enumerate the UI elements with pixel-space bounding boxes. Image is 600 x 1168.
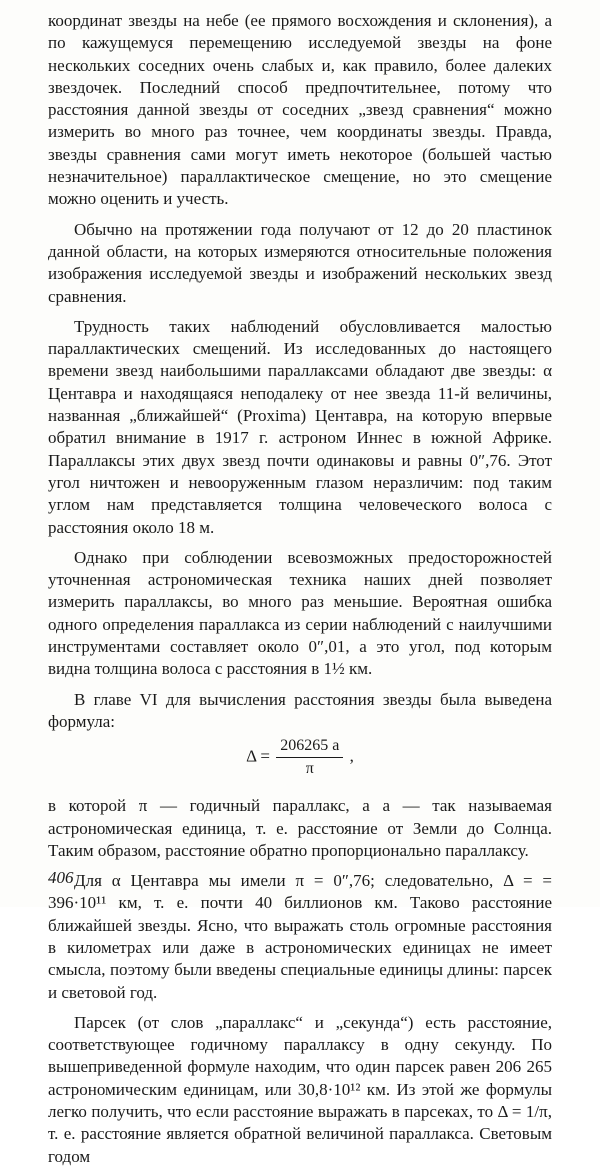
- paragraph-4: Однако при соблюдении всевозможных предосторожностей уточненная астрономическая техника наших дней позволяет измерить параллаксы, во много раз меньшие. Вероятная ошибка одного определения параллакса из серии наблюдений с наилучшими инструментами составляет около 0″,01, а это угол, под которым видна толщина волоса с расстояния в 1½ км.: [48, 547, 552, 679]
- paragraph-5: В главе VI для вычисления расстояния звезды была выведена формула:: [48, 689, 552, 731]
- formula-denominator: π: [305, 760, 314, 778]
- paragraph-7: Для α Центавра мы имели π = 0″,76; следовательно, Δ = = 396·10¹¹ км, т. е. почти 40 биллионов км. Таково расстояние ближайшей звезды. Ясно, что выражать столь огромные расстояния в километрах или даже в астрономических единицах не имеет смысла, поэтому были введены специальные единицы длины: парсек и световой год.: [48, 871, 552, 1002]
- paragraph-6: в которой π — годичный параллакс, а a — так называемая астрономическая единица, т. е. расстояние от Земли до Солнца. Таким образом, расстояние обратно пропорционально параллаксу.: [48, 796, 552, 860]
- distance-formula: [48, 737, 552, 789]
- page-number: 406: [48, 868, 74, 887]
- paragraph-1: координат звезды на небе (ее прямого восхождения и склонения), а по кажущемуся перемещению исследуемой звезды на фоне нескольких соседних очень слабых и, как правило, более далеких звездочек. Последний способ предпочтительнее, потому что расстояния данной звезды от соседних „звезд сравнения“ можно измерить во много раз точнее, чем координаты звезды. Правда, звезды сравнения сами могут иметь некоторое (большей частью незначительное) параллактическое смещение, но это смещение можно оценить и учесть.: [48, 11, 552, 209]
- formula-fraction: [276, 737, 343, 778]
- formula-lhs: Δ =: [246, 746, 270, 766]
- paragraph-8: Парсек (от слов „параллакс“ и „секунда“) есть расстояние, соответствующее годичному параллаксу в одну секунду. По вышеприведенной формуле находим, что один парсек равен 206 265 астрономическим единицам, или 30,8·10¹² км. Из этой же формулы легко получить, что если расстояние выражать в парсеках, то Δ = 1/π, т. е. расстояние является обратной величиной параллакса. Световым годом: [48, 1012, 552, 1166]
- text-block: [48, 10, 552, 1168]
- paragraph-3: Трудность таких наблюдений обусловливается малостью параллактических смещений. Из исследованных до настоящего времени звезд наибольшими параллаксами обладают две звезды: α Центавра и находящаяся неподалеку от нее звезда 11-й величины, названная „ближайшей“ (Proxima) Центавра, на которую впервые обратил внимание в 1917 г. астроном Иннес в южной Африке. Параллаксы этих двух звезд почти одинаковы и равны 0″,76. Этот угол ничтожен и невооруженным глазом неразличим: под таким углом нам представляется толщина человеческого волоса с расстояния около 18 м.: [48, 316, 552, 537]
- paragraph-2: Обычно на протяжении года получают от 12 до 20 пластинок данной области, на которых измеряются относительные положения изображения исследуемой звезды и изображений нескольких звезд сравнения.: [48, 219, 552, 306]
- formula-numerator: 206265 a: [276, 737, 343, 758]
- formula-tail: ,: [349, 746, 354, 766]
